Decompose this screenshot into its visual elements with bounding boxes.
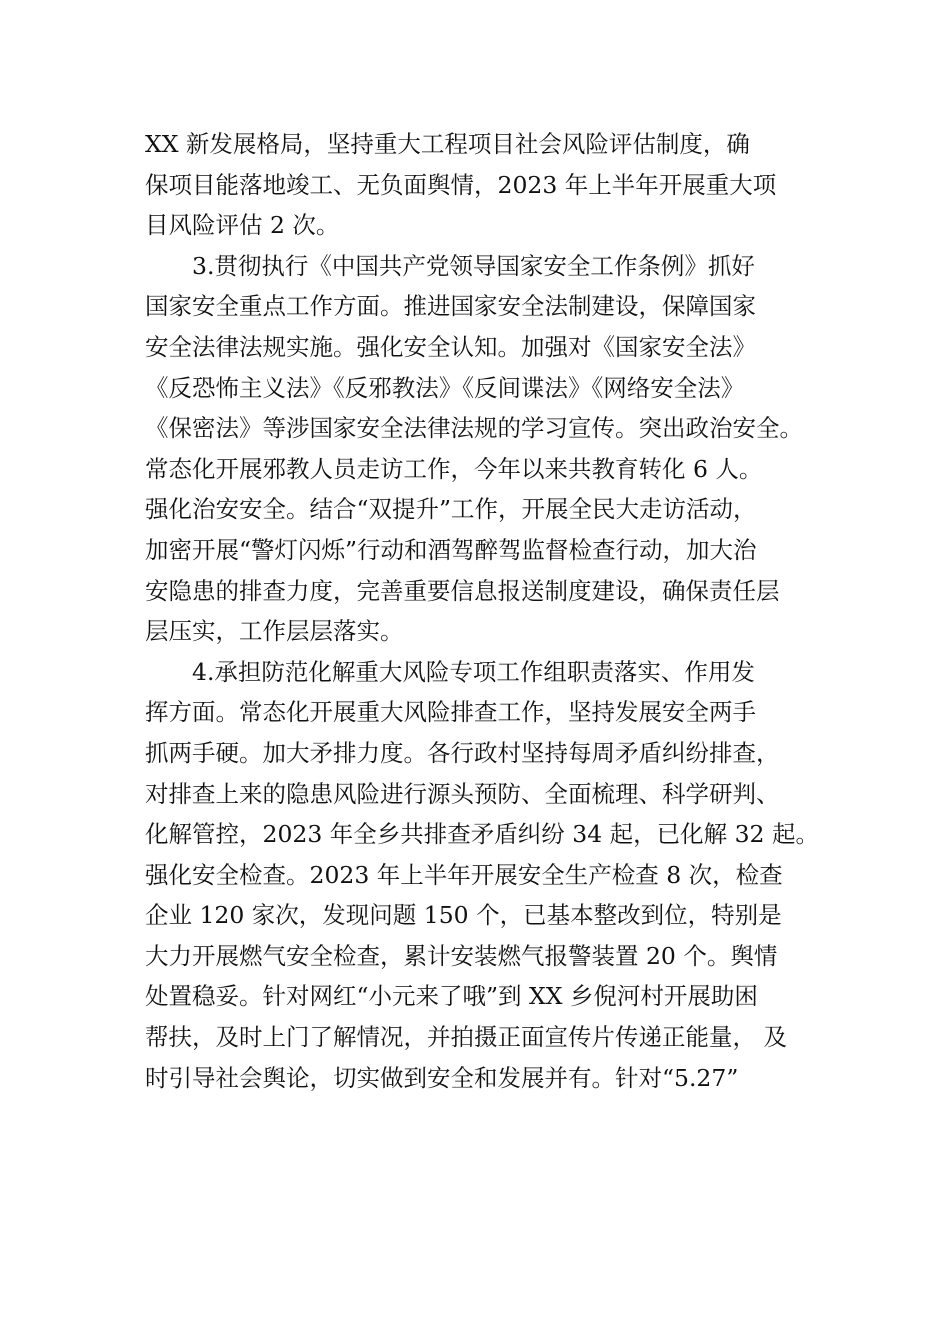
- text-line: 安全法律法规实施。强化安全认知。加强对《国家安全法》: [145, 332, 756, 361]
- text-line: 化解管控，2023 年全乡共排查矛盾纠纷 34 起，已化解 32 起。: [145, 820, 819, 849]
- text-line: 目风险评估 2 次。: [145, 211, 340, 240]
- paragraph-3-first-line: 3.贯彻执行《中国共产党领导国家安全工作条例》抓好: [192, 251, 755, 280]
- text-line: 大力开展燃气安全检查，累计安装燃气报警装置 20 个。舆情: [145, 941, 778, 970]
- text-line: 强化安全检查。2023 年上半年开展安全生产检查 8 次，检查: [145, 860, 783, 889]
- text-line: 加密开展“警灯闪烁”行动和酒驾醉驾监督检查行动，加大治: [145, 535, 757, 564]
- text-line: 时引导社会舆论，切实做到安全和发展并有。针对“5.27”: [145, 1063, 739, 1092]
- text-line: 处置稳妥。针对网红“小元来了哦”到 XX 乡倪河村开展助困: [145, 982, 758, 1011]
- text-line: 挥方面。常态化开展重大风险排查工作，坚持发展安全两手: [145, 698, 756, 727]
- paragraph-4-first-line: 4.承担防范化解重大风险专项工作组职责落实、作用发: [192, 657, 755, 686]
- text-line: XX 新发展格局，坚持重大工程项目社会风险评估制度，确: [145, 130, 750, 158]
- text-line: 对排查上来的隐患风险进行源头预防、全面梳理、科学研判、: [145, 779, 780, 808]
- text-line: 抓两手硬。加大矛排力度。各行政村坚持每周矛盾纠纷排查，: [145, 738, 780, 767]
- text-line: 《反恐怖主义法》《反邪教法》《反间谍法》《网络安全法》: [145, 373, 745, 402]
- text-line: 保项目能落地竣工、无负面舆情，2023 年上半年开展重大项: [145, 170, 777, 199]
- text-line: 安隐患的排查力度，完善重要信息报送制度建设，确保责任层: [145, 576, 780, 605]
- body-text: [145, 124, 835, 1098]
- text-line: 层压实，工作层层落实。: [145, 617, 404, 646]
- text-line: 帮扶，及时上门了解情况，并拍摄正面宣传片传递正能量， 及: [145, 1023, 787, 1052]
- text-line: 企业 120 家次，发现问题 150 个，已基本整改到位，特别是: [145, 901, 782, 930]
- text-line: 强化治安安全。结合“双提升”工作，开展全民大走访活动，: [145, 495, 757, 524]
- text-line: 国家安全重点工作方面。推进国家安全法制建设，保障国家: [145, 292, 756, 321]
- text-line: 常态化开展邪教人员走访工作，今年以来共教育转化 6 人。: [145, 454, 763, 483]
- text-line: 《保密法》等涉国家安全法律法规的学习宣传。突出政治安全。: [145, 414, 803, 443]
